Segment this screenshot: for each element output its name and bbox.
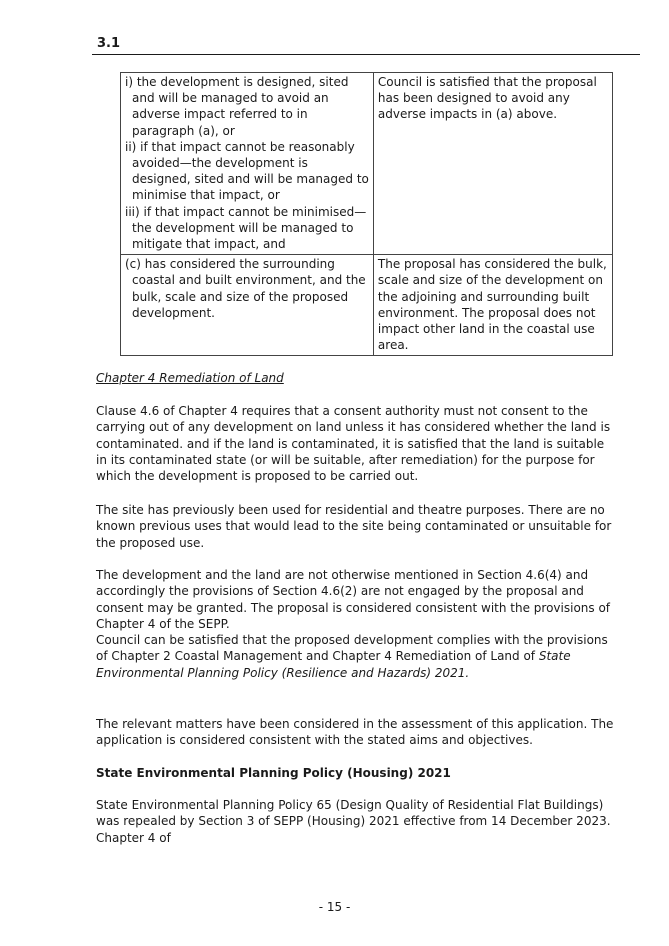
criteria-item: i) the development is designed, sited and will be managed to avoid an adverse impact referred to in paragraph (a), or — [125, 75, 349, 138]
criteria-table — [120, 72, 613, 356]
chapter4-paragraph: The site has previously been used for residential and theatre purposes. There are no known previous uses that would lead to the site being contaminated or unsuitable for the proposed use. — [96, 503, 612, 550]
conclusion-text: Council can be satisfied that the proposed development complies with the provisions of Chapter 2 Coastal Management and Chapter 4 Remediation of Land of — [96, 633, 608, 664]
table-row — [121, 255, 613, 356]
assessment-cell: The proposal has considered the bulk, scale and size of the development on the adjoining and surrounding built environment. The proposal does not impact other land in the coastal use area. — [373, 255, 612, 356]
chapter4-paragraph: Clause 4.6 of Chapter 4 requires that a consent authority must not consent to the carrying out of any development on land unless it has considered whether the land is contaminated. and if the land is contaminated, it is satisfied that the land is suitable in its contaminated state (or will be suitable, after remediation) for the purpose for which the development is proposed to be carried out. — [96, 404, 611, 484]
header-rule — [92, 54, 640, 55]
criteria-cell — [121, 255, 374, 356]
assessment-summary-paragraph: The relevant matters have been considered in the assessment of this application. The application is considered consistent with the stated aims and objectives. — [96, 717, 614, 748]
table-row — [121, 73, 613, 255]
criteria-item: (c) has considered the surrounding coastal and built environment, and the bulk, scale and size of the proposed development. — [125, 257, 366, 320]
chapter4-paragraph: The development and the land are not otherwise mentioned in Section 4.6(4) and accordingly the provisions of Section 4.6(2) are not engaged by the proposal and consent may be granted. The proposal is considered consistent with the provisions of Chapter 4 of the SEPP. — [96, 568, 611, 631]
section-number: 3.1 — [97, 36, 121, 51]
criteria-item: iii) if that impact cannot be minimised—the development will be managed to mitigate that impact, and — [125, 204, 367, 252]
criteria-item: ii) if that impact cannot be reasonably avoided—the development is designed, sited and will be managed to minimise that impact, or — [125, 139, 369, 203]
chapter4-conclusion-paragraph — [96, 632, 616, 681]
page-number: - 15 - — [318, 900, 351, 914]
sepp-title: State Environmental Planning Policy (Resilience and Hazards) 2021. — [96, 649, 571, 680]
housing-heading: State Environmental Planning Policy (Housing) 2021 — [96, 766, 451, 780]
assessment-cell: Council is satisfied that the proposal has been designed to avoid any adverse impacts in (a) above. — [373, 73, 612, 255]
criteria-cell — [121, 73, 374, 255]
chapter4-heading: Chapter 4 Remediation of Land — [96, 371, 284, 385]
housing-paragraph: State Environmental Planning Policy 65 (Design Quality of Residential Flat Buildings) was repealed by Section 3 of SEPP (Housing) 2021 effective from 14 December 2023. Chapter 4 of — [96, 798, 611, 845]
